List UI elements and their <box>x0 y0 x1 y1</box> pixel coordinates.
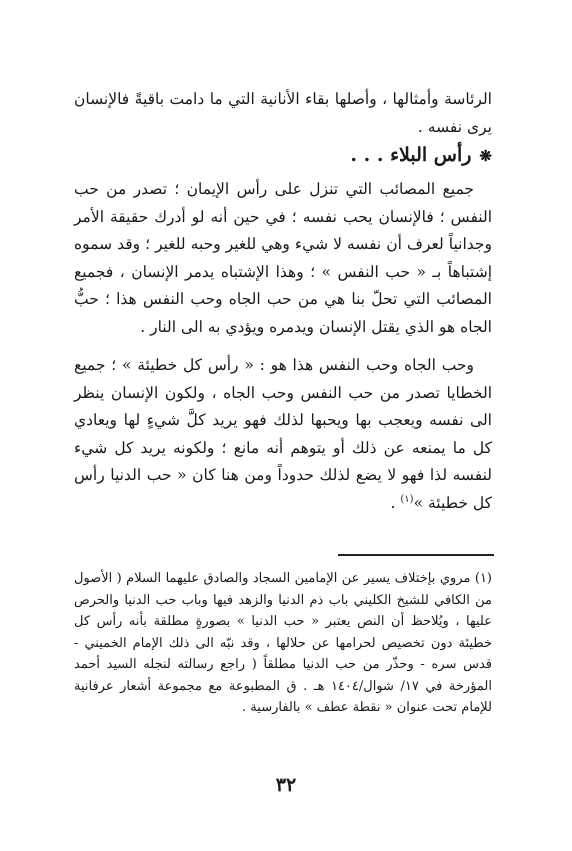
section-heading <box>350 144 492 166</box>
paragraph-2-end: . <box>390 493 401 512</box>
heading-star-marker: ❋ <box>479 147 492 165</box>
paragraph-2-text: وحب الجاه وحب النفس هذا هو : « رأس كل خطيئة » ؛ جميع الخطايا تصدر من حب النفس وحب الجاه ، ولكون الإنسان ينظر الى نفسه ويعجب بها ويحبها لذلك فهو يريد كلَّ شيءٍ لها ويعادي كل ما يمنعه عن ذلك أو يتوهم أنه مانع ؛ ولكونه يريد كل شيء لنفسه لذا فهو لا يضع لذلك حدوداً ومن هنا كان « حب الدنيا رأس كل خطيئة » <box>74 356 492 512</box>
paragraph-1: جميع المصائب التي تنزل على رأس الإيمان ؛ تصدر من حب النفس ؛ فالإنسان يحب نفسه ؛ في حين أنه لو أدرك حقيقة الأمر وجدانياً لعرف أن نفسه لا شيء وهي للغير وحبه للغير ؛ وقد سموه إشتباهاً بـ « حب النفس » ؛ وهذا الإشتباه يدمر الإنسان ، فجميع المصائب التي تحلّ بنا هي من حب الجاه وحب النفس هذا ؛ حبُّ الجاه هو الذي يقتل الإنسان ويدمره ويؤدي به الى النار . <box>74 180 492 336</box>
footnote-separator <box>338 554 494 556</box>
paragraph-continued: الرئاسة وأمثالها ، وأصلها بقاء الأنانية التي ما دامت باقيةً فالإنسان يرى نفسه . <box>74 90 492 136</box>
footnote-reference: (١) <box>400 493 414 505</box>
page-number: ٣٢ <box>275 774 297 796</box>
heading-text: رأس البلاء . . . <box>350 144 472 166</box>
paragraph-2 <box>74 352 492 517</box>
footnote: (١) مروي بإختلاف يسير عن الإمامين السجاد والصادق عليهما السلام ( الأصول من الكافي للشيخ الكليني باب ذم الدنيا والزهد فيها وباب حب الدنيا والحرص عليها ، ويُلاحظ أن النص يعتبر « حب الدنيا » بصورةٍ مطلقة بأنه رأس كل خطيئة دون تخصيص لحرامها عن حلالها ، وقد نبّه الى ذلك الإمام الخميني - قدس سره - وحذّر من حب الدنيا مطلقاً ( راجع رسالته لنجله السيد أحمد المؤرخة في ١٧/ شوال/١٤٠٤ هـ . ق المطبوعة مع مجموعة أشعار عرفانية للإمام تحت عنوان « نقطة عطف » بالفارسية . <box>74 571 493 715</box>
